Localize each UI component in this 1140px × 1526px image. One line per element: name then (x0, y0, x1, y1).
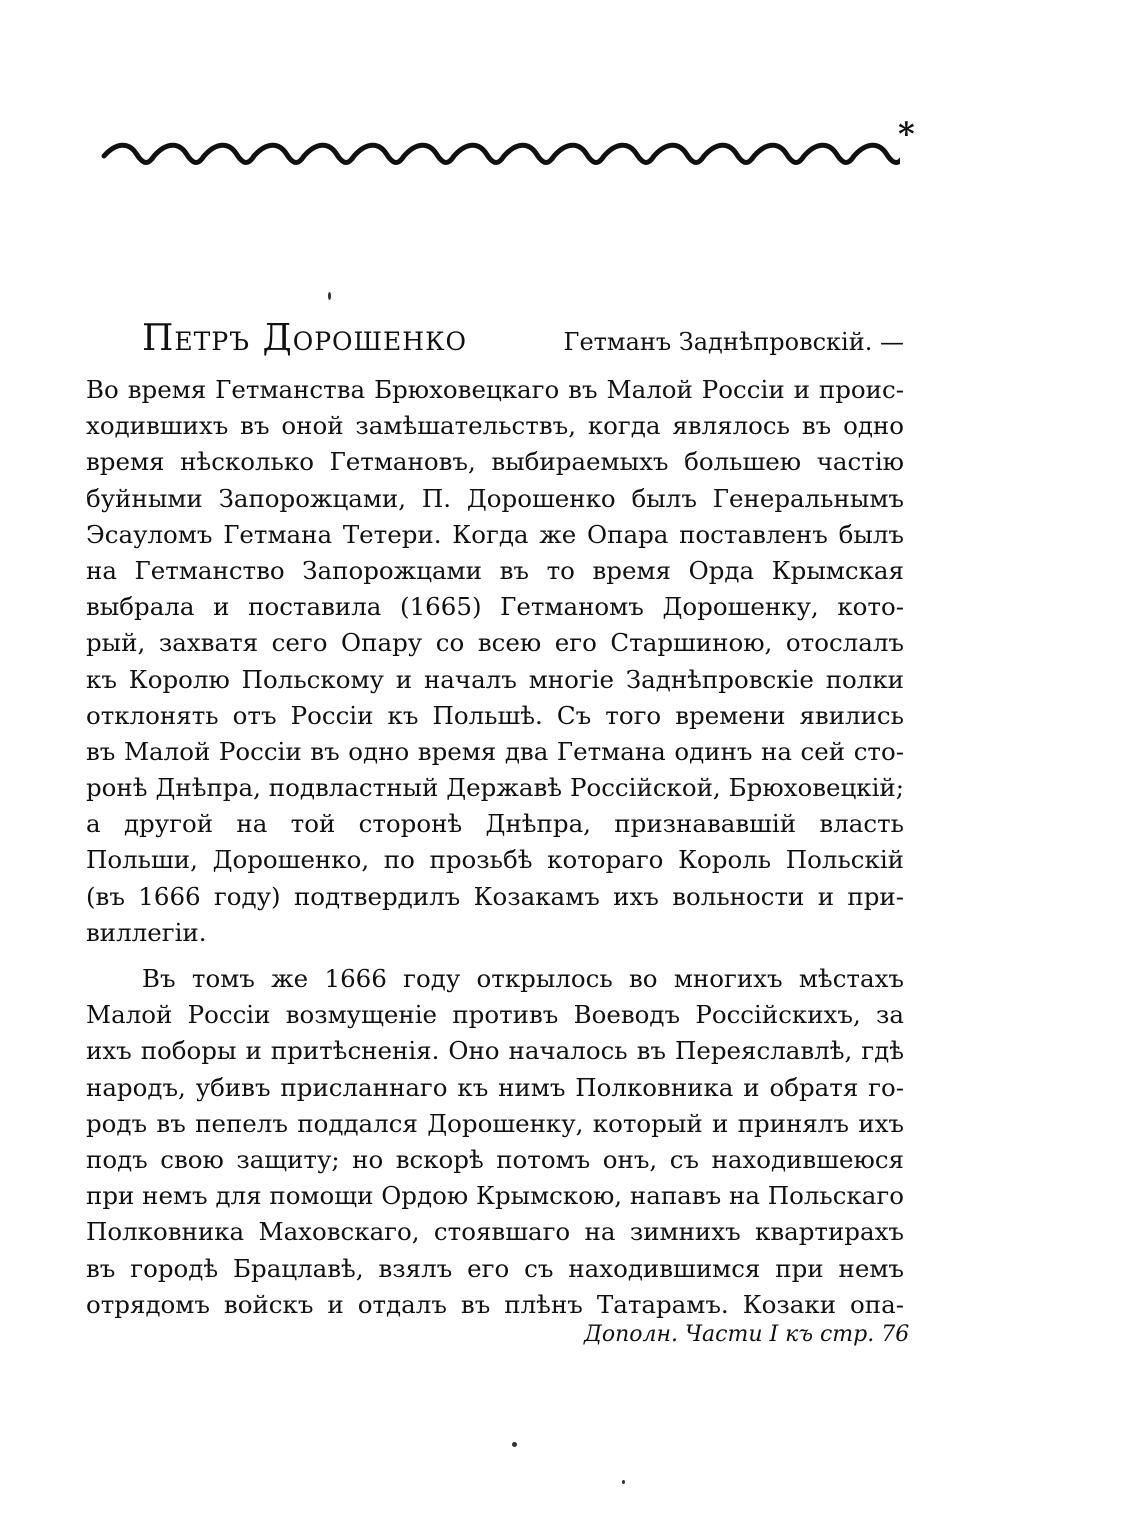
text-line: рый, захватя сего Опару со всею его Старшиною, отослалъ (86, 628, 904, 658)
text-line: виллегіи. (86, 917, 207, 947)
text-line: ронѣ Днѣпра, подвластный Державѣ Россійской, Брюховецкій; (86, 773, 904, 803)
heading-line (86, 318, 904, 372)
text-line: на Гетманство Запорожцами въ то время Орда Крымская (86, 555, 904, 585)
text-line: ихъ поборы и притѣсненія. Оно началось въ Переяславлѣ, гдѣ (86, 1036, 904, 1066)
scan-speck (622, 1480, 625, 1484)
text-line: въ Малой Россіи въ одно время два Гетмана одинъ на сей сто- (86, 736, 904, 766)
text-line: Польши, Дорошенко, по прозьбѣ котораго Король Польскій (86, 845, 904, 875)
text-line: отрядомъ войскъ и отдалъ въ плѣнъ Татарамъ. Козаки опа- (86, 1289, 904, 1319)
scan-speck (328, 292, 331, 300)
text-line: Эсауломъ Гетмана Тетери. Когда же Опара поставленъ былъ (86, 519, 904, 549)
asterisk-mark: * (898, 115, 915, 153)
text-line: отклонять отъ Россіи къ Польшѣ. Съ того времени явились (86, 700, 904, 730)
text-line: а другой на той сторонѣ Днѣпра, признававшій власть (86, 809, 904, 839)
paragraph-2 (86, 961, 904, 1323)
page-reference-footer: Дополн. Части I къ стр. 76 (584, 1322, 910, 1347)
text-line: (въ 1666 году) подтвердилъ Козакамъ ихъ вольности и при- (86, 881, 904, 911)
text-line: народъ, убивъ присланнаго къ нимъ Полковника и обратя го- (86, 1072, 904, 1102)
text-line: Въ томъ же 1666 году открылось во многихъ мѣстахъ (142, 964, 904, 993)
text-line: къ Королю Польскому и началъ многіе Заднѣпровскіе полки (86, 664, 904, 694)
text-line: Малой Россіи возмущеніе противъ Воеводъ Россійскихъ, за (86, 1000, 904, 1030)
paragraph-1 (86, 372, 904, 951)
body-text (86, 318, 904, 1323)
text-line: время нѣсколько Гетмановъ, выбираемыхъ большею частію (86, 447, 904, 477)
text-line: подъ свою защиту; но вскорѣ потомъ онъ, съ находившеюся (86, 1144, 904, 1174)
text-line: Во время Гетманства Брюховецкаго въ Малой Россіи и проис- (86, 375, 904, 404)
text-line: выбрала и поставила (1665) Гетманомъ Дорошенку, кото- (86, 592, 904, 622)
scan-speck (512, 1442, 517, 1447)
text-line: родъ въ пепелъ поддался Дорошенку, который и принялъ ихъ (86, 1108, 904, 1138)
text-line: Полковника Маховскаго, стоявшаго на зимнихъ квартирахъ (86, 1217, 904, 1247)
heading-name: Петръ Дорошенко (142, 318, 467, 359)
wavy-ornament-divider (100, 128, 900, 176)
text-line: буйными Запорожцами, П. Дорошенко былъ Генеральнымъ (86, 483, 904, 513)
text-line: при немъ для помощи Ордою Крымскою, напавъ на Польскаго (86, 1181, 904, 1211)
text-line: въ городѣ Брацлавѣ, взялъ его съ находившимся при немъ (86, 1253, 904, 1283)
heading-subtitle: Гетманъ Заднѣпровскій. — (563, 328, 904, 356)
text-line: ходившихъ въ оной замѣшательствъ, когда являлось въ одно (86, 411, 904, 441)
